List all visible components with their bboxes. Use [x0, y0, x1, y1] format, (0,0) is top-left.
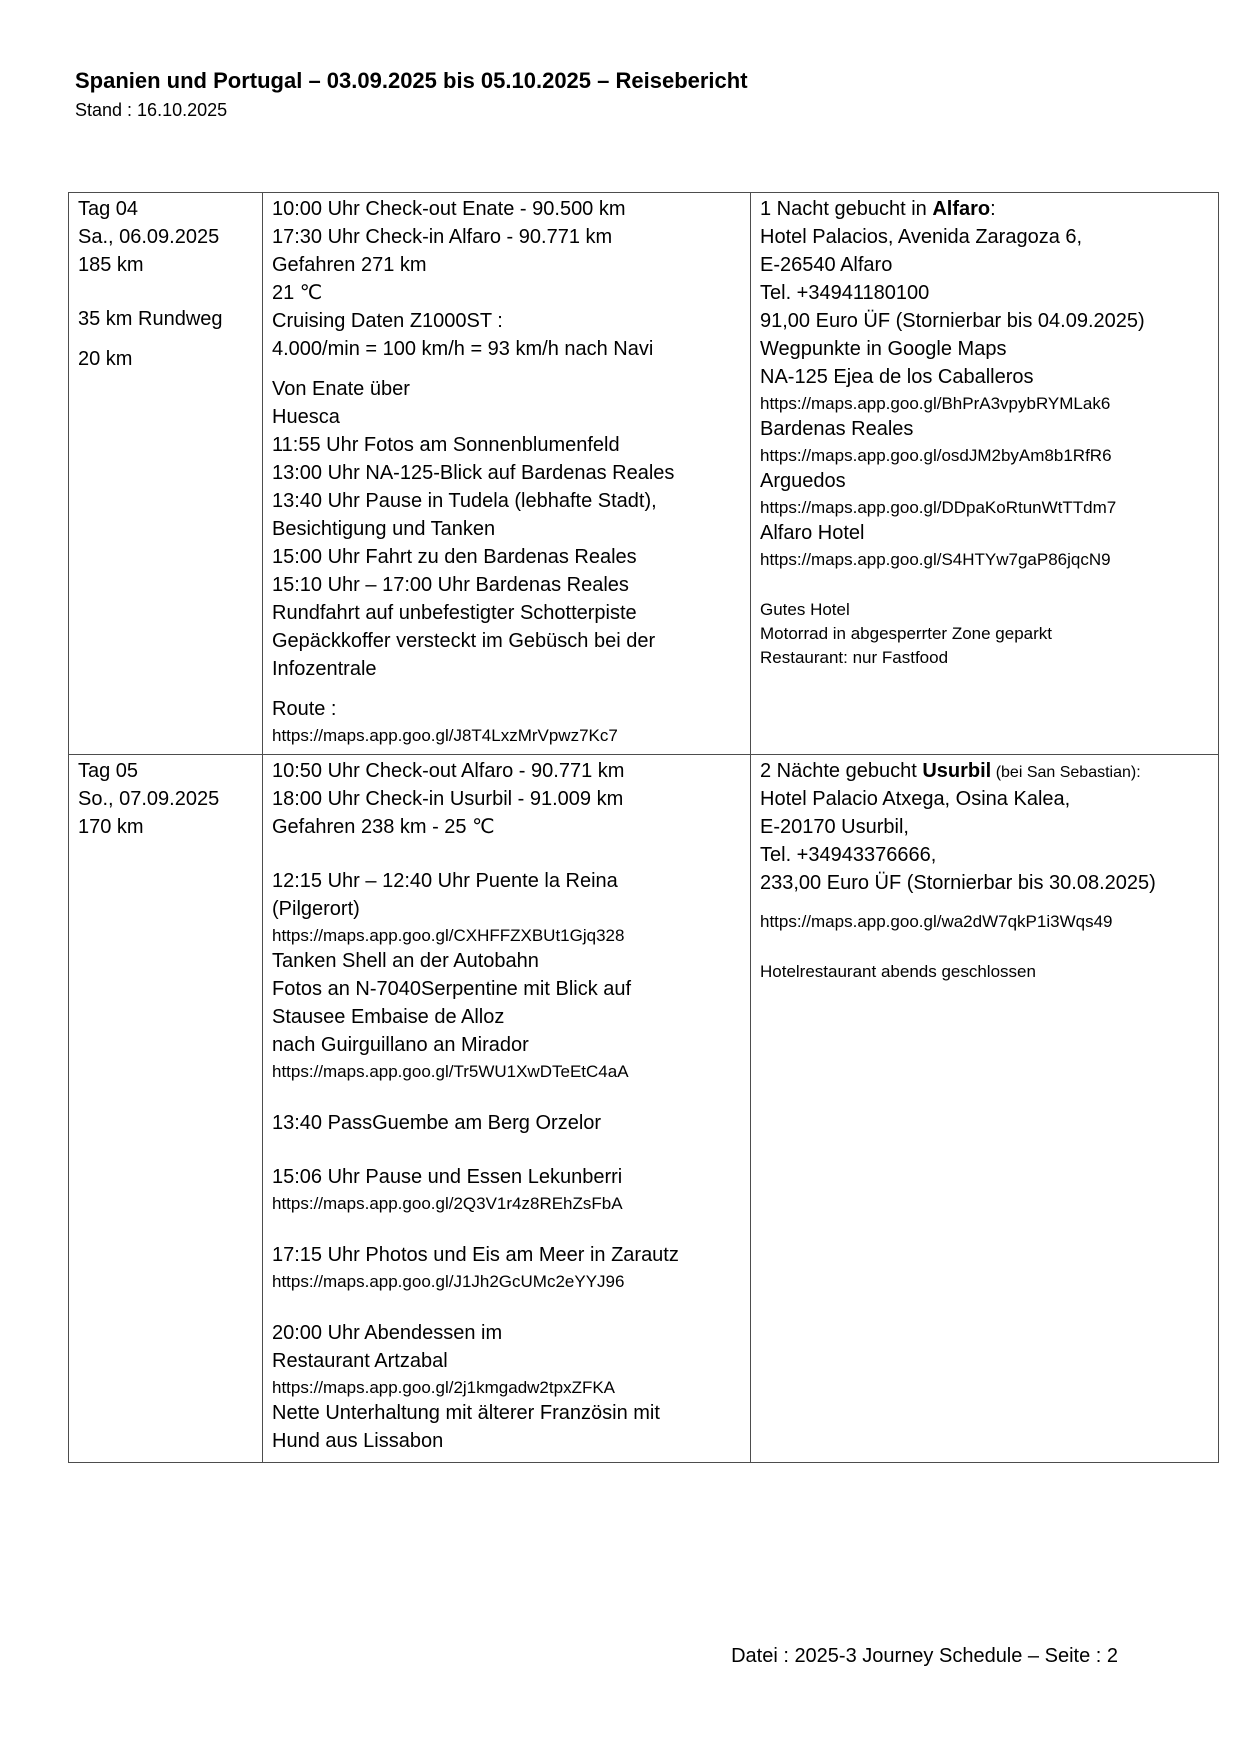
day-cell — [69, 193, 262, 754]
spacer — [760, 898, 1209, 910]
text-segment: Gefahren 238 km - 25 ℃ — [272, 816, 495, 838]
text-segment: (bei San Sebastian): — [991, 764, 1141, 781]
text-line — [272, 280, 741, 308]
spacer — [272, 1294, 741, 1320]
text-line — [760, 646, 1209, 670]
map-link[interactable] — [272, 724, 741, 748]
hotel-cell — [750, 755, 1218, 1462]
text-segment: 17:30 Uhr Check-in Alfaro - 90.771 km — [272, 226, 613, 248]
text-segment: Route : — [272, 698, 337, 720]
text-line — [272, 758, 741, 786]
text-segment: https://maps.app.goo.gl/S4HTYw7gaP86jqcN9 — [760, 550, 1111, 569]
text-segment: https://maps.app.goo.gl/2Q3V1r4z8REhZsFbA — [272, 1194, 623, 1213]
text-segment: https://maps.app.goo.gl/2j1kmgadw2tpxZFKA — [272, 1378, 616, 1397]
spacer — [272, 842, 741, 868]
text-segment: 233,00 Euro ÜF (Stornierbar bis 30.08.2025) — [760, 872, 1156, 894]
text-line — [760, 468, 1209, 496]
text-segment: Tel. +34943376666, — [760, 844, 937, 866]
text-segment: https://maps.app.goo.gl/CXHFFZXBUt1Gjq328 — [272, 926, 625, 945]
text-segment: 11:55 Uhr Fotos am Sonnenblumenfeld — [272, 434, 620, 456]
text-segment: E-26540 Alfaro — [760, 254, 893, 276]
text-segment: 91,00 Euro ÜF (Stornierbar bis 04.09.2025) — [760, 310, 1145, 332]
text-segment: nach Guirguillano an Mirador — [272, 1034, 529, 1056]
text-line — [272, 432, 741, 460]
text-segment: So., 07.09.2025 — [78, 788, 220, 810]
day-cell — [69, 755, 262, 1462]
text-line — [272, 196, 741, 224]
text-segment: Hund aus Lissabon — [272, 1430, 444, 1452]
spacer — [760, 572, 1209, 598]
text-segment: Motorrad in abgesperrter Zone geparkt — [760, 624, 1052, 643]
text-line — [760, 336, 1209, 364]
spacer — [272, 364, 741, 376]
text-segment: NA-125 Ejea de los Caballeros — [760, 366, 1034, 388]
text-line — [78, 196, 253, 224]
text-segment: 20 km — [78, 348, 133, 370]
itinerary-cell — [262, 755, 750, 1462]
text-line — [760, 960, 1209, 984]
text-line — [78, 306, 253, 334]
text-segment: 10:00 Uhr Check-out Enate - 90.500 km — [272, 198, 626, 220]
spacer — [272, 1084, 741, 1110]
text-line — [760, 520, 1209, 548]
text-line — [78, 786, 253, 814]
text-line — [760, 280, 1209, 308]
map-link[interactable] — [272, 1192, 741, 1216]
text-segment: Wegpunkte in Google Maps — [760, 338, 1007, 360]
text-line — [272, 1110, 741, 1138]
text-line — [272, 404, 741, 432]
text-segment: 15:06 Uhr Pause und Essen Lekunberri — [272, 1166, 623, 1188]
text-segment: Hotelrestaurant abends geschlossen — [760, 962, 1036, 981]
text-line — [760, 622, 1209, 646]
spacer — [760, 934, 1209, 960]
text-line — [78, 252, 253, 280]
text-line — [760, 308, 1209, 336]
text-line — [760, 196, 1209, 224]
text-line — [272, 224, 741, 252]
text-segment: 2 Nächte gebucht — [760, 760, 923, 782]
text-segment: Fotos an N-7040Serpentine mit Blick auf — [272, 978, 632, 1000]
text-segment: https://maps.app.goo.gl/osdJM2byAm8b1RfR6 — [760, 446, 1112, 465]
text-segment: https://maps.app.goo.gl/BhPrA3vpybRYMLak6 — [760, 394, 1111, 413]
text-line — [760, 224, 1209, 252]
text-segment: Restaurant: nur Fastfood — [760, 648, 949, 667]
text-line — [272, 1320, 741, 1348]
text-segment: Infozentrale — [272, 658, 377, 680]
map-link[interactable] — [272, 1376, 741, 1400]
text-line — [272, 1004, 741, 1032]
text-segment: 13:00 Uhr NA-125-Blick auf Bardenas Reales — [272, 462, 675, 484]
text-line — [78, 224, 253, 252]
text-line — [760, 786, 1209, 814]
page-footer: Datei : 2025-3 Journey Schedule – Seite : 2 — [731, 1645, 1118, 1667]
map-link[interactable] — [760, 444, 1209, 468]
text-line — [78, 758, 253, 786]
text-line — [78, 814, 253, 842]
text-line — [272, 252, 741, 280]
map-link[interactable] — [760, 496, 1209, 520]
text-line — [272, 896, 741, 924]
text-segment: https://maps.app.goo.gl/J8T4LxzMrVpwz7Kc7 — [272, 726, 618, 745]
text-segment: 13:40 PassGuembe am Berg Orzelor — [272, 1112, 602, 1134]
text-line — [78, 346, 253, 374]
table-row — [69, 754, 1218, 1462]
text-line — [272, 544, 741, 572]
text-line — [272, 376, 741, 404]
text-line — [760, 814, 1209, 842]
map-link[interactable] — [272, 1060, 741, 1084]
text-segment: Rundfahrt auf unbefestigter Schotterpiste — [272, 602, 637, 624]
text-line — [272, 308, 741, 336]
text-segment: 10:50 Uhr Check-out Alfaro - 90.771 km — [272, 760, 625, 782]
text-segment: 12:15 Uhr – 12:40 Uhr Puente la Reina — [272, 870, 618, 892]
text-segment: Sa., 06.09.2025 — [78, 226, 220, 248]
text-line — [760, 252, 1209, 280]
text-segment: (Pilgerort) — [272, 898, 360, 920]
text-segment: Besichtigung und Tanken — [272, 518, 496, 540]
text-segment: 20:00 Uhr Abendessen im — [272, 1322, 503, 1344]
text-segment: 18:00 Uhr Check-in Usurbil - 91.009 km — [272, 788, 624, 810]
text-line — [272, 460, 741, 488]
text-line — [272, 516, 741, 544]
text-segment: 185 km — [78, 254, 144, 276]
revision-date: Stand : 16.10.2025 — [75, 100, 228, 120]
text-segment: https://maps.app.goo.gl/J1Jh2GcUMc2eYYJ96 — [272, 1272, 625, 1291]
text-line — [272, 948, 741, 976]
text-line — [272, 488, 741, 516]
trip-table — [68, 192, 1219, 1463]
text-segment: Stausee Embaise de Alloz — [272, 1006, 505, 1028]
highlighted-text: Usurbil — [922, 760, 992, 782]
text-segment: Nette Unterhaltung mit älterer Französin mit — [272, 1402, 660, 1424]
text-segment: Arguedos — [760, 470, 846, 492]
text-segment: Alfaro Hotel — [760, 522, 865, 544]
text-segment: Von Enate über — [272, 378, 410, 400]
text-segment: Gepäckkoffer versteckt im Gebüsch bei der — [272, 630, 656, 652]
text-segment: Tag 04 — [78, 198, 139, 220]
text-segment: Restaurant Artzabal — [272, 1350, 448, 1372]
text-line — [272, 1032, 741, 1060]
text-segment: Gutes Hotel — [760, 600, 850, 619]
text-line — [272, 786, 741, 814]
text-segment: Bardenas Reales — [760, 418, 914, 440]
text-segment: Tel. +34941180100 — [760, 282, 930, 304]
text-line — [272, 814, 741, 842]
text-line — [272, 1400, 741, 1428]
map-link[interactable] — [272, 1270, 741, 1294]
highlighted-text: Alfaro — [932, 198, 991, 220]
text-segment: Huesca — [272, 406, 340, 428]
text-line — [760, 758, 1209, 786]
text-segment: Cruising Daten Z1000ST : — [272, 310, 503, 332]
text-segment: Hotel Palacios, Avenida Zaragoza 6, — [760, 226, 1083, 248]
text-line — [760, 416, 1209, 444]
text-segment: Gefahren 271 km — [272, 254, 427, 276]
text-line — [272, 1348, 741, 1376]
text-line — [272, 1428, 741, 1456]
map-link[interactable] — [272, 924, 741, 948]
text-line — [272, 628, 741, 656]
text-line — [760, 870, 1209, 898]
text-segment: 13:40 Uhr Pause in Tudela (lebhafte Stadt), — [272, 490, 657, 512]
hotel-cell — [750, 193, 1218, 754]
text-segment: 21 ℃ — [272, 282, 323, 304]
text-segment: 15:10 Uhr – 17:00 Uhr Bardenas Reales — [272, 574, 629, 596]
text-segment: 4.000/min = 100 km/h = 93 km/h nach Navi — [272, 338, 654, 360]
text-line — [272, 696, 741, 724]
text-segment: Tag 05 — [78, 760, 139, 782]
text-segment: 15:00 Uhr Fahrt zu den Bardenas Reales — [272, 546, 637, 568]
text-line — [760, 364, 1209, 392]
text-segment: 17:15 Uhr Photos und Eis am Meer in Zarautz — [272, 1244, 679, 1266]
text-line — [272, 600, 741, 628]
text-segment: 170 km — [78, 816, 144, 838]
text-line — [760, 842, 1209, 870]
text-segment: https://maps.app.goo.gl/Tr5WU1XwDTeEtC4aA — [272, 1062, 629, 1081]
spacer — [78, 334, 253, 346]
text-segment: Hotel Palacio Atxega, Osina Kalea, — [760, 788, 1071, 810]
text-segment: 35 km Rundweg — [78, 308, 223, 330]
text-segment: https://maps.app.goo.gl/DDpaKoRtunWtTTdm7 — [760, 498, 1117, 517]
spacer — [78, 280, 253, 306]
text-line — [272, 868, 741, 896]
text-line — [272, 976, 741, 1004]
itinerary-cell — [262, 193, 750, 754]
text-segment: Tanken Shell an der Autobahn — [272, 950, 539, 972]
spacer — [272, 684, 741, 696]
spacer — [272, 1216, 741, 1242]
text-segment: E-20170 Usurbil, — [760, 816, 909, 838]
text-line — [760, 598, 1209, 622]
text-line — [272, 1164, 741, 1192]
map-link[interactable] — [760, 548, 1209, 572]
spacer — [272, 1138, 741, 1164]
map-link[interactable] — [760, 392, 1209, 416]
text-line — [272, 336, 741, 364]
text-segment: 1 Nacht gebucht in — [760, 198, 933, 220]
map-link[interactable] — [760, 910, 1209, 934]
table-row — [69, 193, 1218, 754]
text-line — [272, 656, 741, 684]
text-line — [272, 1242, 741, 1270]
document-title: Spanien und Portugal – 03.09.2025 bis 05.10.2025 – Reisebericht — [75, 68, 748, 93]
text-segment: https://maps.app.goo.gl/wa2dW7qkP1i3Wqs49 — [760, 912, 1113, 931]
text-line — [272, 572, 741, 600]
text-segment: : — [990, 198, 996, 220]
